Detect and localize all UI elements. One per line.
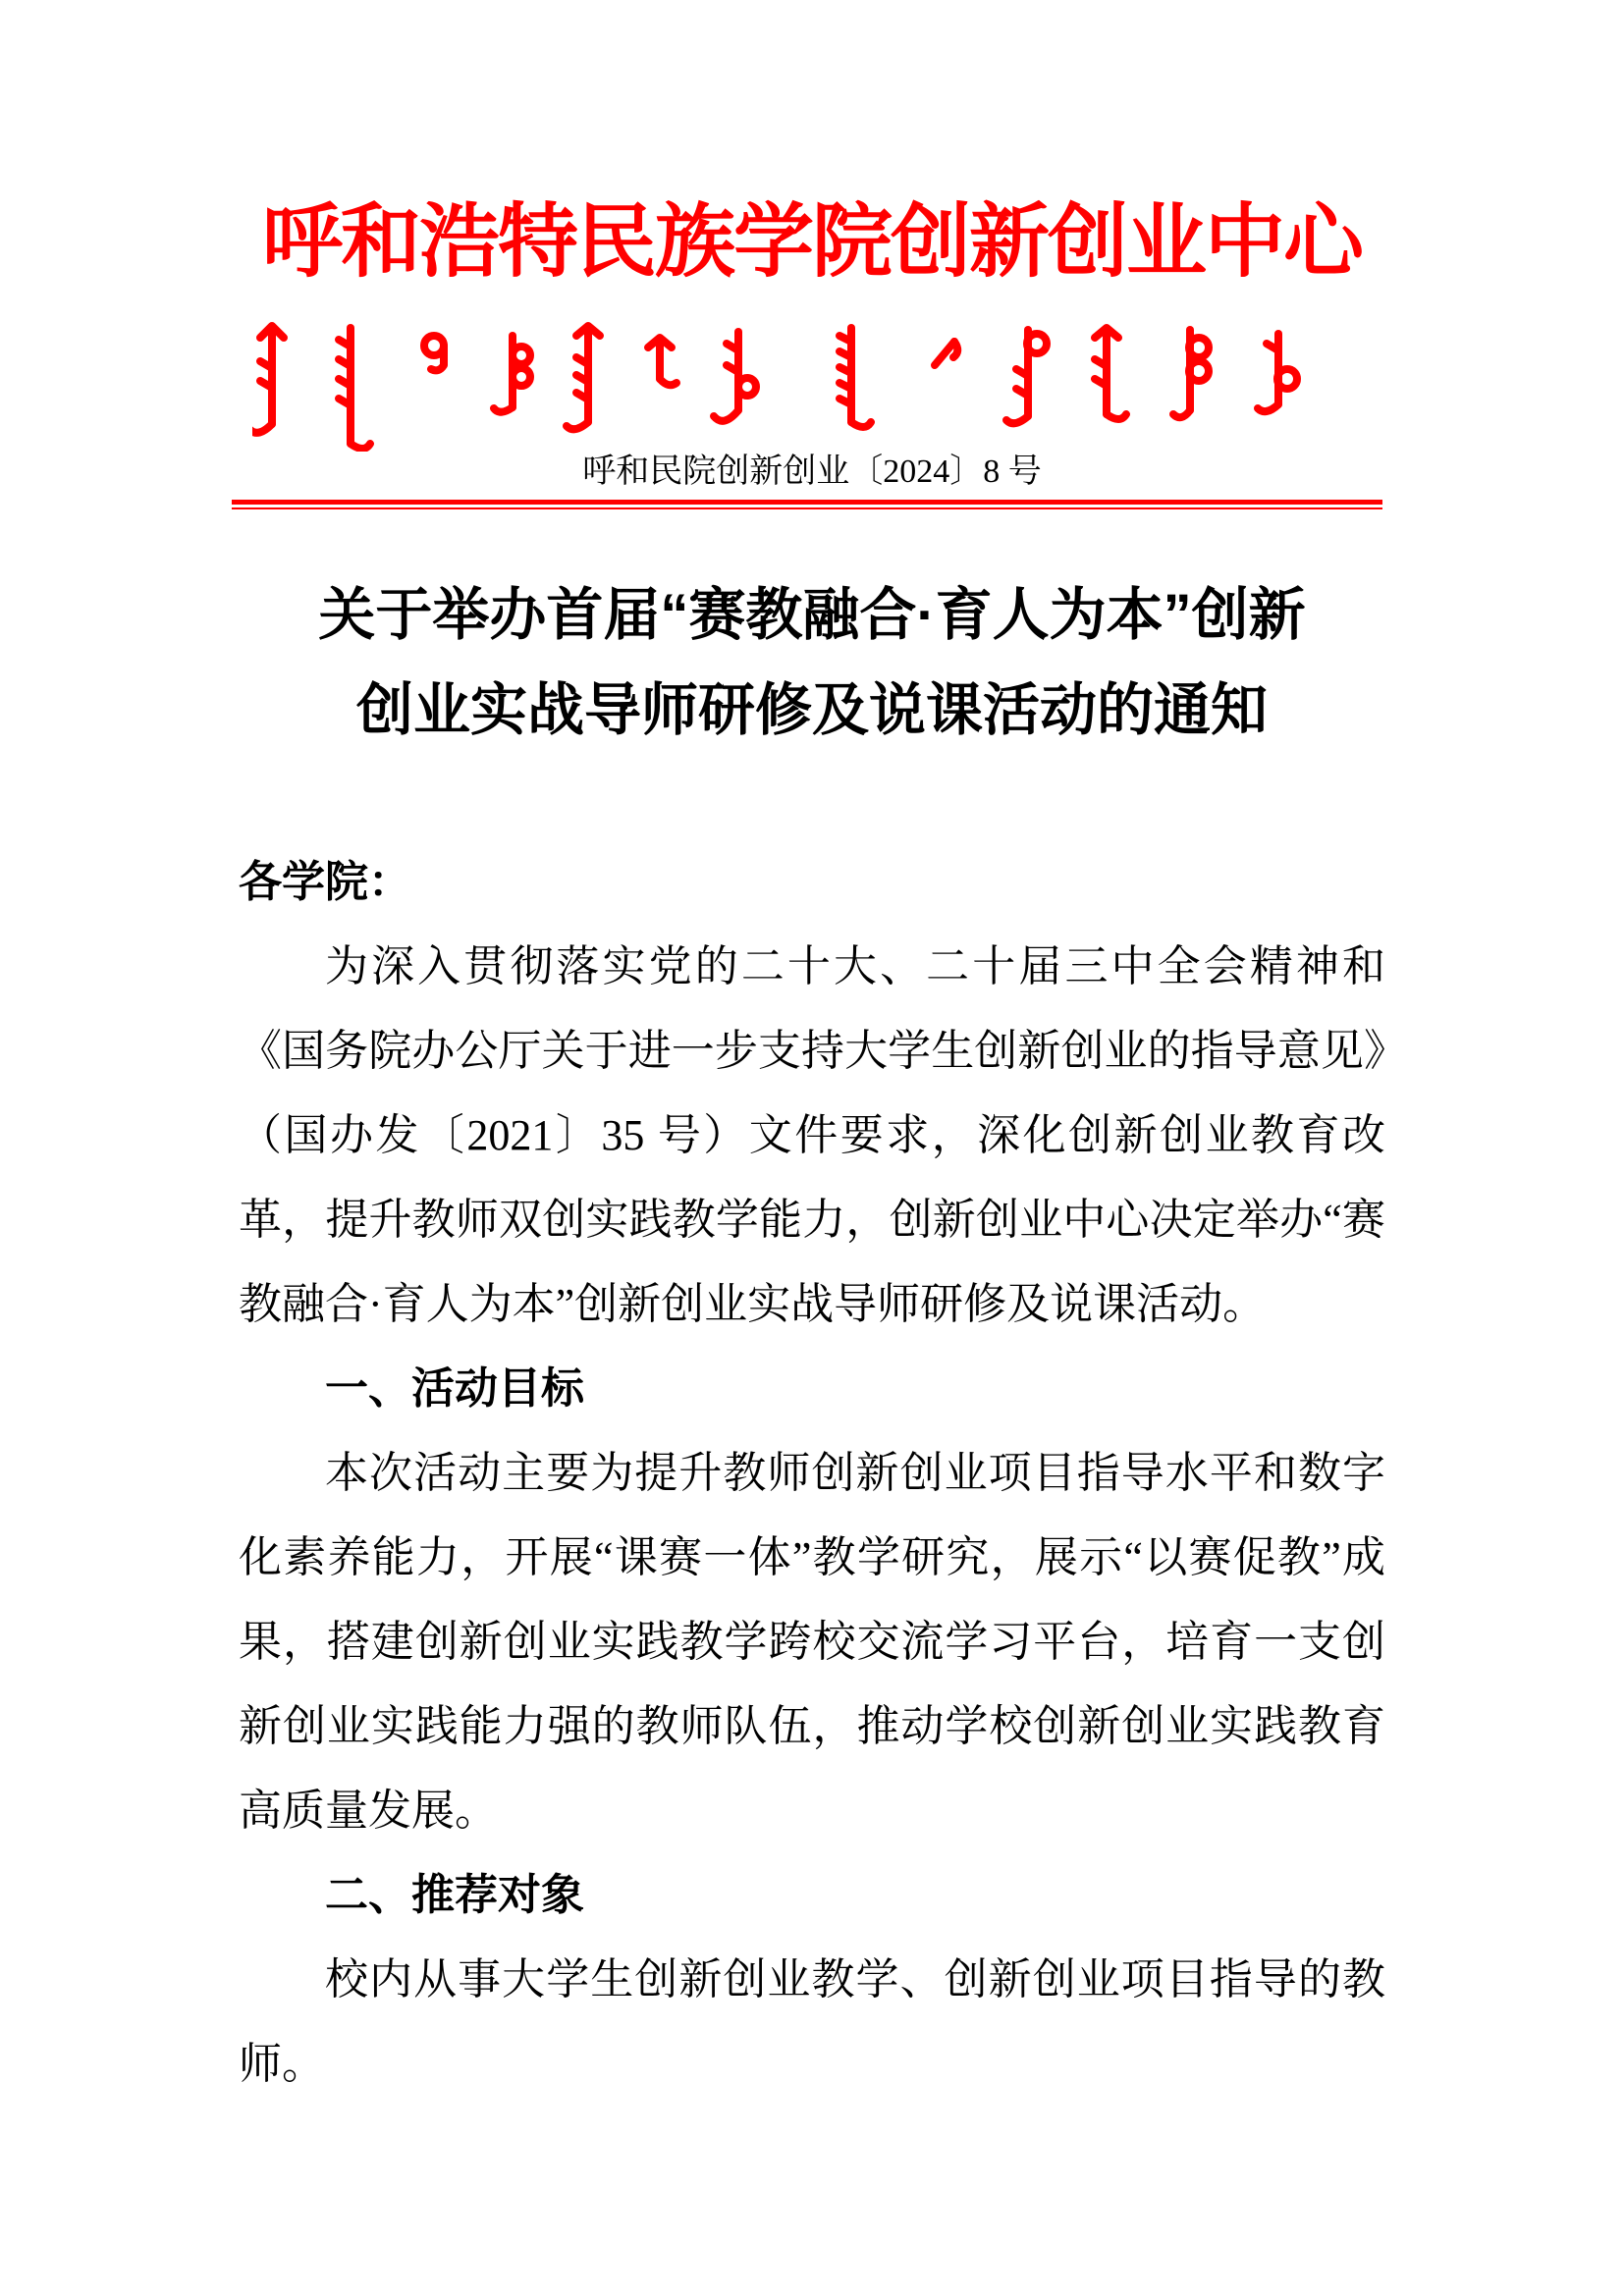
doc-title-line-1: 关于举办首届“赛教融合·育人为本”创新 (318, 583, 1306, 647)
mongolian-word (424, 336, 444, 370)
doc-number: 呼和民院创新创业〔2024〕8 号 (582, 454, 1042, 490)
org-title: 呼和浩特民族学院创新创业中心 (261, 197, 1362, 287)
mongolian-word (567, 326, 600, 429)
mongolian-word (648, 338, 677, 385)
salutation: 各学院： (239, 858, 411, 906)
paragraph-1: 为深入贯彻落实党的二十大、二十届三中全会精神和《国务院办公厅关于进一步支持大学生创新创业的指导意见》（国办发〔2021〕35 号）文件要求，深化创新创业教育改革，提升教师双创实践教学能力，创新创业中心决定举办“赛教融合·育人为本”创新创业实战导师研修及说课活动。 (239, 942, 1385, 1328)
paragraph-3: 校内从事大学生创新创业教学、创新创业项目指导的教师。 (239, 1955, 1385, 2088)
section-2-heading: 二、推荐对象 (325, 1871, 584, 1919)
paragraph-2: 本次活动主要为提升教师创新创业项目指导水平和数字化素养能力，开展“课赛一体”教学研究，展示“以赛促教”成果，搭建创新创业实践教学跨校交流学习平台，培育一支创新创业实践能力强的教师队伍，推动学校创新创业实践教育高质量发展。 (239, 1449, 1385, 1835)
mongolian-word (1173, 330, 1209, 417)
mongolian-word (714, 332, 756, 421)
red-divider (232, 500, 1382, 509)
mongolian-word (252, 326, 284, 433)
section-1-heading: 一、活动目标 (325, 1364, 584, 1413)
mongolian-word (1258, 334, 1297, 411)
mongolian-word (339, 328, 370, 449)
mongolian-word (839, 328, 871, 427)
mongolian-script (252, 314, 1372, 452)
doc-title (118, 567, 1506, 758)
doc-title-line-2: 创业实战导师研修及说课活动的通知 (355, 678, 1268, 742)
mongolian-word (1006, 330, 1047, 423)
document-body (239, 840, 1385, 2107)
mongolian-word (935, 342, 957, 365)
mongolian-word (494, 336, 530, 412)
mongolian-word (1095, 328, 1126, 419)
